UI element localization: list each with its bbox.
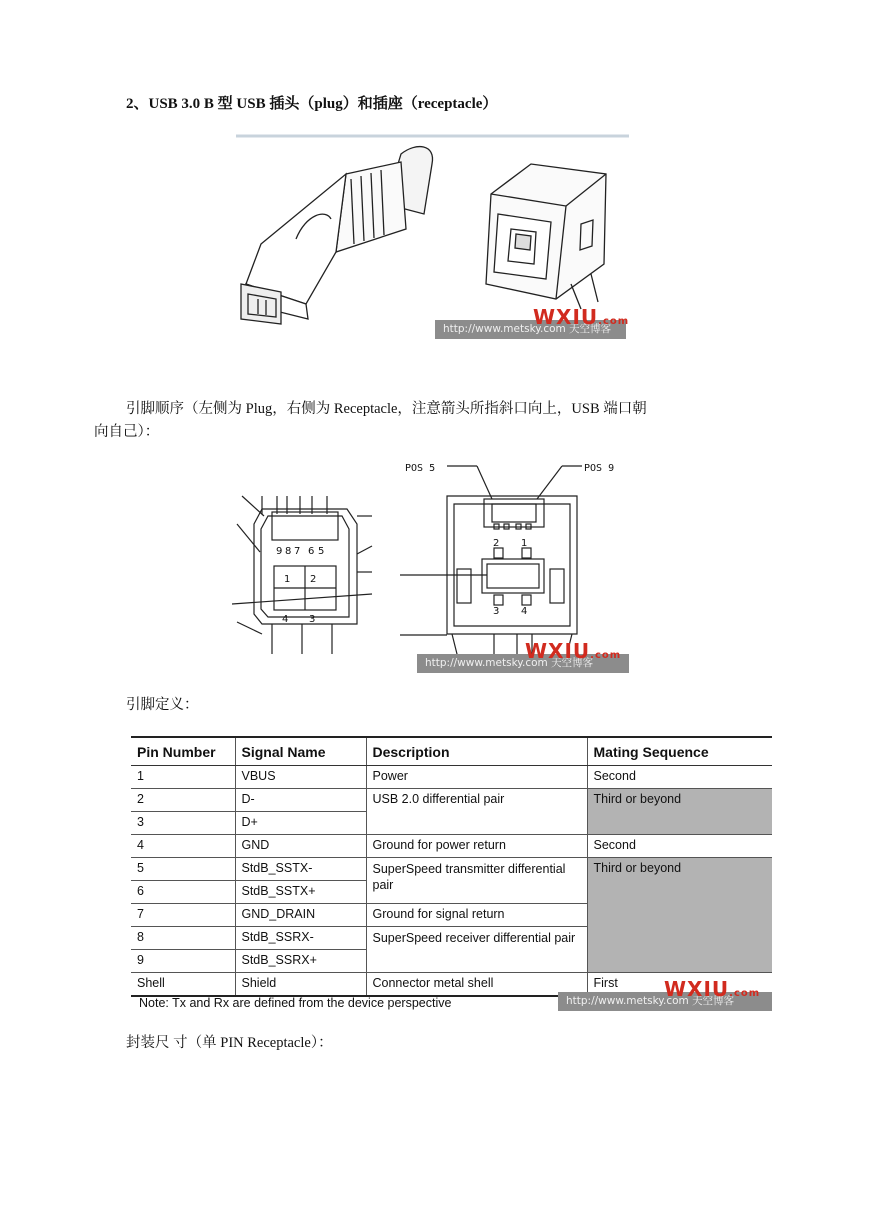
plug-pin-1: 1 [284,574,291,585]
table-row: 3 D+ [131,812,772,835]
watermark-logo: WXIU.com [525,639,622,663]
col-header-pin: Pin Number [131,737,235,766]
plug-pin-8: 8 [285,546,292,557]
plug-pinout [232,496,372,654]
plug-pin-2: 2 [310,574,317,585]
usb-receptacle-drawing [486,164,606,309]
table-row: 4 GND Ground for power return Second [131,835,772,858]
watermark-logo: WXIU.com [533,305,630,329]
pin-order-text-2: 向自己）： [94,424,160,440]
plug-pin-9: 9 [276,546,283,557]
table-row: 8 StdB_SSRX- SuperSpeed receiver differential pair [131,927,772,950]
package-dim-text: 封装尺 寸（单 PIN Receptacle）： [126,1035,333,1051]
table-row: 5 StdB_SSTX- SuperSpeed transmitter differential pair Third or beyond [131,858,772,881]
plug-pin-7: 7 [294,546,301,557]
pin-definition-table [131,736,772,997]
table-row: 1 VBUS Power Second [131,766,772,789]
table-row: Shell Shield Connector metal shell First [131,973,772,997]
rec-pin-4: 4 [521,606,528,617]
plug-pin-3: 3 [309,614,316,625]
pin-order-text-1: 引脚顺序（左侧为 Plug，右侧为 Receptacle，注意箭头所指斜口向上，USB 端口朝 [126,401,647,417]
watermark-2: http://www.metsky.com 天空博客 WXIU.com [417,654,629,673]
section-heading: 2、USB 3.0 B 型 USB 插头（plug）和插座（receptacle） [126,96,498,112]
usb-plug-drawing [241,147,433,324]
pin-def-text: 引脚定义： [126,697,199,713]
watermark-1: http://www.metsky.com 天空博客 WXIU.com [435,320,626,339]
plug-pin-4: 4 [282,614,289,625]
col-header-signal: Signal Name [235,737,366,766]
col-header-mating: Mating Sequence [587,737,772,766]
pos5-label: POS 5 [405,463,436,474]
watermark-3: http://www.metsky.com 天空博客 WXIU.com [558,992,772,1011]
table-row: 7 GND_DRAIN Ground for signal return [131,904,772,927]
table-row: 2 D- USB 2.0 differential pair Third or beyond [131,789,772,812]
plug-pin-5: 5 [318,546,325,557]
table-header-row [131,737,772,766]
watermark-logo: WXIU.com [664,977,761,1001]
rec-pin-3: 3 [493,606,500,617]
rec-pin-2: 2 [493,538,500,549]
col-header-description: Description [366,737,587,766]
table-row: 6 StdB_SSTX+ [131,881,772,904]
pos9-label: POS 9 [584,463,615,474]
rec-pin-1: 1 [521,538,528,549]
plug-pin-6: 6 [308,546,315,557]
table-row: 9 StdB_SSRX+ [131,950,772,973]
table-note: Note: Tx and Rx are defined from the device perspective [139,996,452,1010]
